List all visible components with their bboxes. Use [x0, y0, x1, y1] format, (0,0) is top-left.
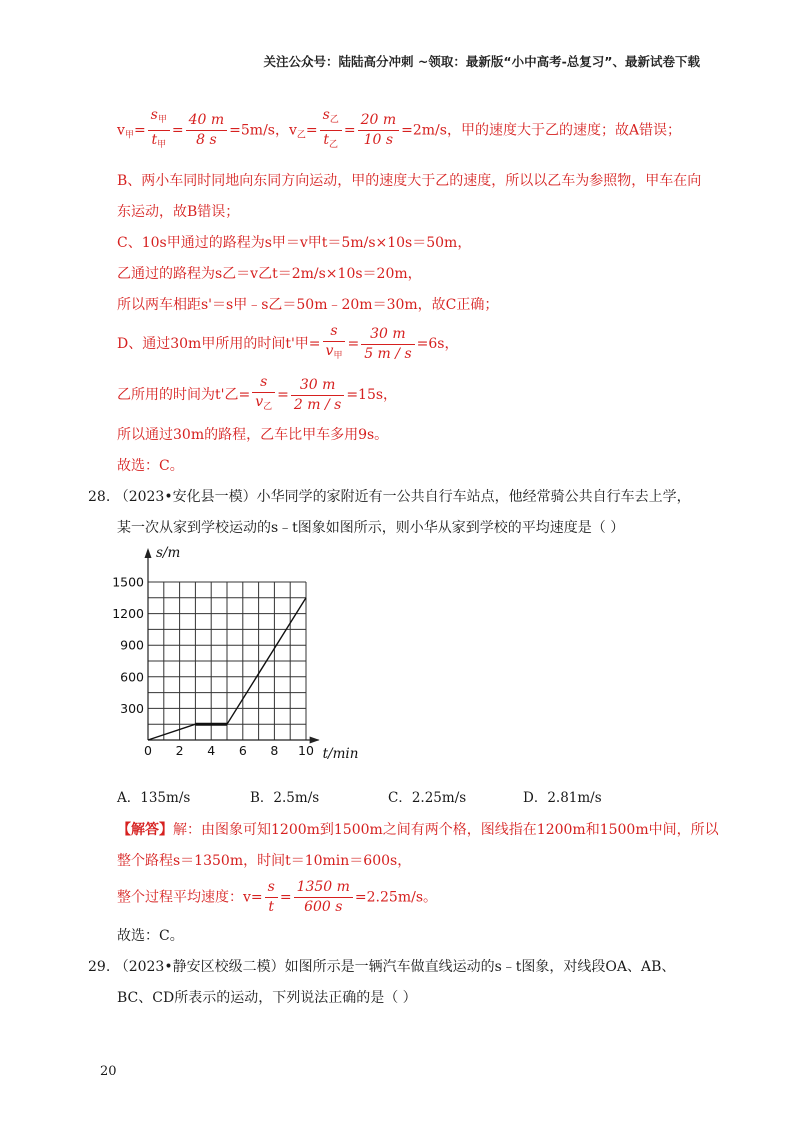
- q27-option-c-line-2: 乙通过的路程为s乙＝v乙t＝2m/s×10s＝20m，: [117, 266, 422, 282]
- q27-line-1: $v_甲=$ $\frac{s_甲}{t_甲}$ = $\frac{40 m}{8 s}$ =5m/s，$v_乙=$ $\frac{s_乙}{t_乙}$ = $\frac{20 m}{10 s}$ =2m/s，甲的速度大于乙的速度；故A错误；: [117, 107, 682, 150]
- page-header: 关注公众号：陆陆高分冲刺 ~领取：最新版“小中高考-总复习”、最新试卷下载: [263, 54, 700, 69]
- q28-stem-line-1: 28. （2023•安化县一模）小华同学的家附近有一公共自行车站点，他经常骑公共自行车去上学，: [88, 489, 691, 505]
- x-tick-label: 4: [207, 743, 216, 758]
- x-tick-label: 10: [298, 743, 314, 758]
- q28-option-d: D．2.81m/s: [523, 790, 602, 806]
- y-tick-label: 900: [120, 637, 144, 653]
- x-axis-label: t/min: [322, 746, 359, 762]
- y-tick-label: 1200: [112, 606, 144, 622]
- s-t-chart: [112, 540, 359, 772]
- q27-option-d-line-2: 乙所用的时间为t'乙= $\frac{s}{v_乙}$ = $\frac{30 m}{2 m / s}$ =15s，: [117, 374, 398, 413]
- y-tick-label: 1500: [112, 574, 144, 590]
- q29-stem-line-1: 29. （2023•静安区校级二模）如图所示是一辆汽车做直线运动的s﹣t图象，对线段OA、AB、: [88, 959, 676, 975]
- y-tick-label: 600: [120, 669, 144, 685]
- q28-solution-line-3: 整个过程平均速度：v= $\frac{s}{t}$ = $\frac{1350 m}{600 s}$ =2.25m/s。: [117, 879, 438, 915]
- q29-stem-line-2: BC、CD所表示的运动，下列说法正确的是（ ）: [117, 990, 417, 1006]
- q27-option-b-line-1: B、两小车同时同地向东同方向运动，甲的速度大于乙的速度，所以以乙车为参照物，甲车在向: [117, 173, 702, 189]
- q28-solution-line-1: 【解答】解：由图象可知1200m到1500m之间有两个格，图线指在1200m和1500m中间，所以: [117, 822, 719, 838]
- q28-option-c: C．2.25m/s: [388, 790, 467, 806]
- q27-option-d-line-3: 所以通过30m的路程，乙车比甲车多用9s。: [117, 427, 389, 443]
- q27-option-c-line-1: C、10s甲通过的路程为s甲＝v甲t＝5m/s×10s＝50m，: [117, 235, 472, 251]
- y-axis-arrow: [145, 548, 152, 558]
- y-tick-label: 300: [120, 700, 144, 716]
- x-tick-label: 6: [238, 743, 247, 758]
- x-tick-label: 2: [175, 743, 184, 758]
- q28-option-a: A．135m/s: [117, 790, 191, 806]
- q28-answer: 故选：C。: [117, 928, 184, 944]
- x-tick-label: 8: [270, 743, 279, 758]
- y-axis-label: s/m: [156, 545, 181, 561]
- q27-option-d-line-1: D、通过30m甲所用的时间t'甲= $\frac{s}{v_甲}$ = $\frac{30 m}{5 m / s}$ =6s，: [117, 323, 459, 362]
- q27-option-b-line-2: 东运动，故B错误；: [117, 204, 240, 220]
- q28-solution-line-2: 整个路程s＝1350m，时间t＝10min＝600s，: [117, 853, 412, 869]
- q28-option-b: B．2.5m/s: [250, 790, 320, 806]
- origin-label: 0: [144, 743, 152, 758]
- q27-option-c-line-3: 所以两车相距s'＝s甲﹣s乙＝50m﹣20m＝30m，故C正确；: [117, 297, 499, 313]
- q28-stem-line-2: 某一次从家到学校运动的s﹣t图象如图所示，则小华从家到学校的平均速度是（ ）: [117, 520, 625, 536]
- q27-answer: 故选：C。: [117, 458, 184, 474]
- solution-label: 【解答】: [117, 822, 173, 838]
- page-number: 20: [100, 1064, 117, 1079]
